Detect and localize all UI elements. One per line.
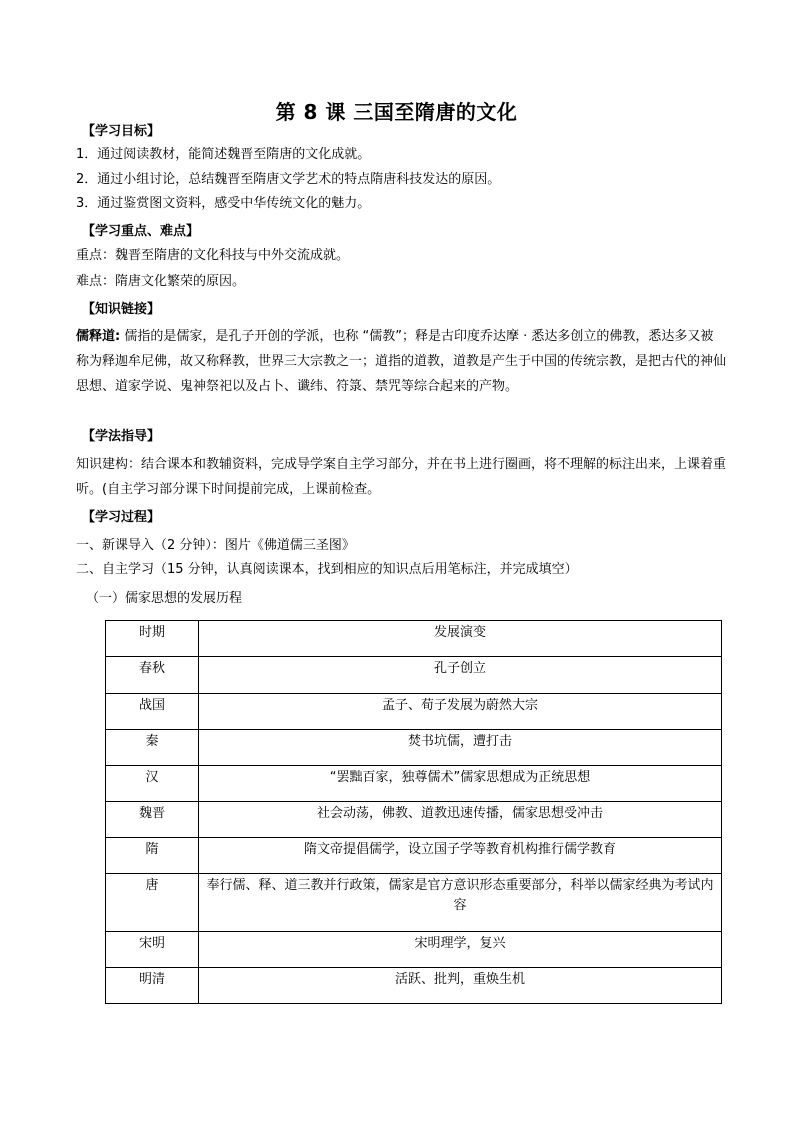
table-row: [106, 874, 722, 932]
key-header: 【学习重点、难点】: [82, 224, 200, 239]
step-1: 一、新课导入（2 分钟）：图片《佛道儒三圣图》: [76, 538, 355, 553]
header-period: 时期: [106, 621, 199, 657]
sub-section-1: （一）儒家思想的发展历程: [86, 591, 243, 606]
period-cell: 魏晋: [106, 802, 199, 838]
period-cell: 战国: [106, 694, 199, 730]
goal-item-2: 2．通过小组讨论，总结魏晋至隋唐文学艺术的特点隋唐科技发达的原因。: [76, 172, 501, 187]
process-header: 【学习过程】: [82, 510, 161, 525]
page-title: 第 8 课 三国至隋唐的文化: [275, 100, 518, 124]
table-row: [106, 694, 722, 730]
header-development: 发展演变: [199, 621, 722, 657]
step-2: 二、自主学习（15 分钟，认真阅读课本，找到相应的知识点后用笔标注，并完成填空）: [76, 562, 578, 577]
table-row: [106, 932, 722, 968]
link-text: 儒指的是儒家，是孔子开创的学派，也称 “儒教”；释是古印度乔达摩 · 悉达多创立的佛教，悉达多又被称为释迦牟尼佛，故又称释教，世界三大宗教之一；道指的道教，道教是产生于中国的传统宗教，是把古代的神仙思想、道家学说、鬼神祭祀以及占卜、谶纬、符箓、禁咒等综合起来的产物。: [76, 329, 727, 394]
link-header: 【知识链接】: [82, 302, 161, 317]
period-cell: 隋: [106, 838, 199, 874]
method-header: 【学法指导】: [82, 429, 161, 444]
development-cell: 孟子、荀子发展为蔚然大宗: [199, 694, 722, 730]
difficulty: 难点：隋唐文化繁荣的原因。: [76, 274, 246, 289]
period-cell: 宋明: [106, 932, 199, 968]
confucianism-development-table: [105, 620, 722, 1004]
method-text: 知识建构：结合课本和教辅资料，完成导学案自主学习部分，并在书上进行圈画，将不理解的标注出来，上课着重听。(自主学习部分课下时间提前完成，上课前检查。: [76, 457, 727, 497]
development-cell: “罢黜百家，独尊儒术”儒家思想成为正统思想: [199, 766, 722, 802]
period-cell: 春秋: [106, 657, 199, 694]
period-cell: 汉: [106, 766, 199, 802]
development-cell: 隋文帝提倡儒学，设立国子学等教育机构推行儒学教育: [199, 838, 722, 874]
table-row: [106, 657, 722, 694]
table-row: [106, 968, 722, 1004]
development-cell: 宋明理学，复兴: [199, 932, 722, 968]
link-label: 儒释道:: [76, 329, 121, 344]
development-cell: 孔子创立: [199, 657, 722, 694]
period-cell: 唐: [106, 874, 199, 932]
period-cell: 秦: [106, 730, 199, 766]
development-cell: 焚书坑儒，遭打击: [199, 730, 722, 766]
development-cell: 活跃、批判，重焕生机: [199, 968, 722, 1004]
goal-item-3: 3．通过鉴赏图文资料，感受中华传统文化的魅力。: [76, 196, 371, 211]
goals-header: 【学习目标】: [82, 124, 161, 139]
table-row: [106, 802, 722, 838]
development-cell: 奉行儒、释、道三教并行政策，儒家是官方意识形态重要部分，科举以儒家经典为考试内容: [199, 874, 722, 932]
goal-item-1: 1．通过阅读教材，能简述魏晋至隋唐的文化成就。: [76, 147, 371, 162]
key-point: 重点：魏晋至隋唐的文化科技与中外交流成就。: [76, 248, 350, 263]
period-cell: 明清: [106, 968, 199, 1004]
development-cell: 社会动荡，佛教、道教迅速传播，儒家思想受冲击: [199, 802, 722, 838]
table-row: [106, 766, 722, 802]
link-paragraph: [76, 324, 726, 399]
table-row: [106, 730, 722, 766]
table-header-row: [106, 621, 722, 657]
table-row: [106, 838, 722, 874]
